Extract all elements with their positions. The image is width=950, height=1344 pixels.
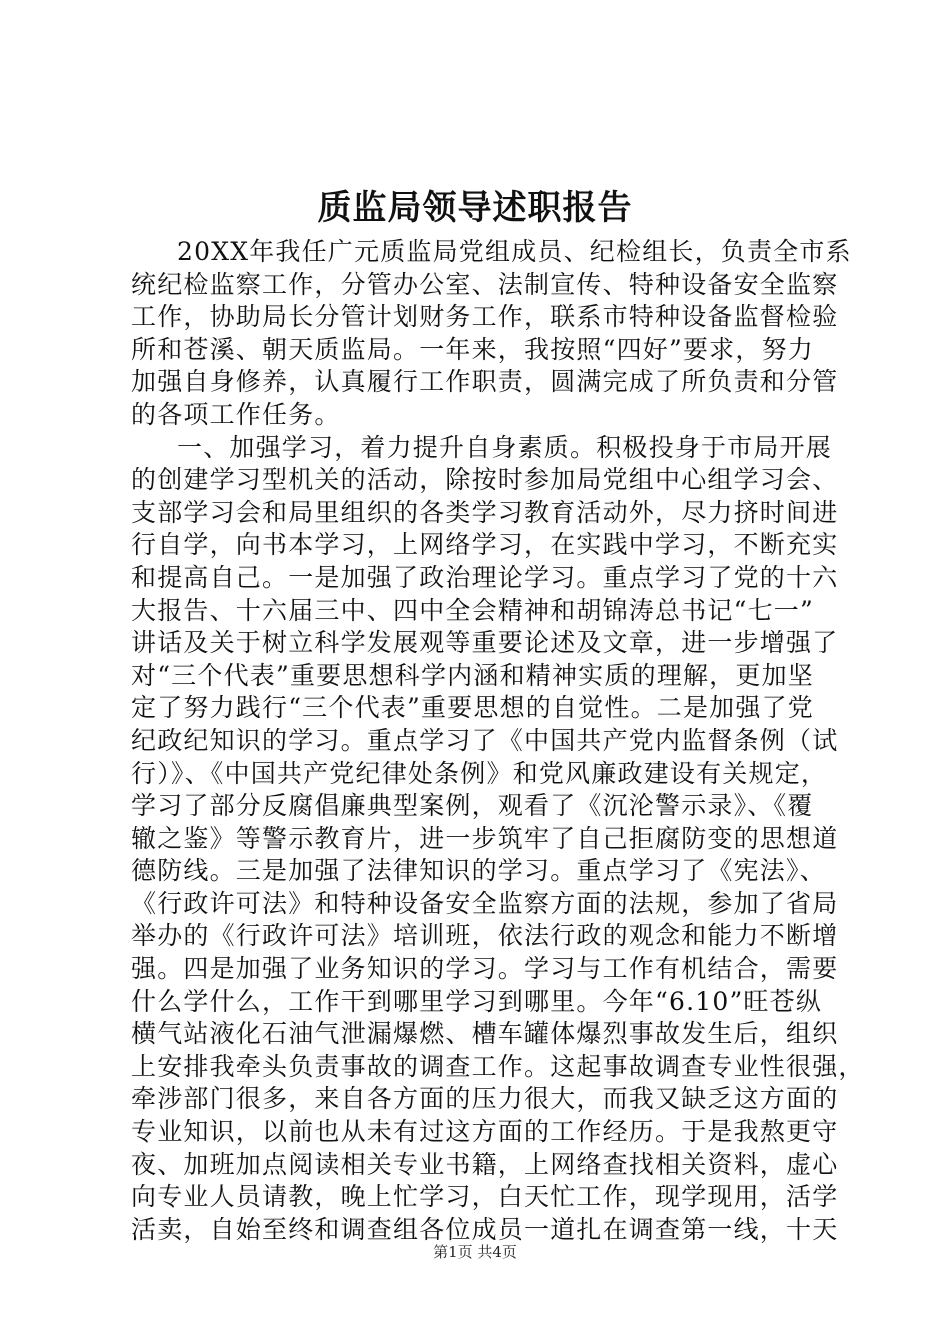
text-line: 举办的《行政许可法》培训班，依法行政的观念和能力不断增 <box>131 921 839 951</box>
text-line: 讲话及关于树立科学发展观等重要论述及文章，进一步增强了 <box>131 628 839 658</box>
text-line: 向专业人员请教，晚上忙学习，白天忙工作，现学现用，活学 <box>131 1182 839 1212</box>
text-line: 什么学什么，工作干到哪里学习到哪里。今年“6.10”旺苍纵 <box>131 986 823 1016</box>
text-line: 统纪检监察工作，分管办公室、法制宣传、特种设备安全监察 <box>131 269 839 299</box>
text-line: 辙之鉴》等警示教育片，进一步筑牢了自己拒腐防变的思想道 <box>131 823 839 853</box>
document-title: 质监局领导述职报告 <box>317 188 633 228</box>
text-line: 专业知识，以前也从未有过这方面的工作经历。于是我熬更守 <box>131 1117 839 1147</box>
text-line: 活卖，自始至终和调查组各位成员一道扎在调查第一线，十天 <box>131 1214 839 1244</box>
text-line: 牵涉部门很多，来自各方面的压力很大，而我又缺乏这方面的 <box>131 1084 839 1114</box>
text-line: 行自学，向书本学习，上网络学习，在实践中学习，不断充实 <box>131 530 839 560</box>
text-line: 上安排我牵头负责事故的调查工作。这起事故调查专业性很强， <box>131 1051 865 1081</box>
text-line: 的创建学习型机关的活动，除按时参加局党组中心组学习会、 <box>131 465 839 495</box>
text-line: 支部学习会和局里组织的各类学习教育活动外，尽力挤时间进 <box>131 497 839 527</box>
text-line: 和提高自己。一是加强了政治理论学习。重点学习了党的十六 <box>131 562 839 592</box>
document-body <box>131 236 865 1246</box>
text-line: 加强自身修养，认真履行工作职责，圆满完成了所负责和分管 <box>131 367 839 397</box>
text-line: 德防线。三是加强了法律知识的学习。重点学习了《宪法》、 <box>131 856 826 886</box>
text-line: 《行政许可法》和特种设备安全监察方面的法规，参加了省局 <box>131 888 839 918</box>
text-line: 强。四是加强了业务知识的学习。学习与工作有机结合，需要 <box>131 954 839 984</box>
text-line: 工作，协助局长分管计划财务工作，联系市特种设备监督检验 <box>131 302 839 332</box>
text-line: 所和苍溪、朝天质监局。一年来，我按照“四好”要求，努力 <box>131 334 814 364</box>
text-line: 大报告、十六届三中、四中全会精神和胡锦涛总书记“七一” <box>131 595 814 625</box>
text-line: 纪政纪知识的学习。重点学习了《中国共产党内监督条例（试 <box>131 725 839 755</box>
text-line: 横气站液化石油气泄漏爆燃、槽车罐体爆烈事故发生后，组织 <box>131 1019 839 1049</box>
text-line: 学习了部分反腐倡廉典型案例，观看了《沉沦警示录》、《覆 <box>131 791 814 821</box>
text-line: 一、加强学习，着力提升自身素质。积极投身于市局开展 <box>177 432 833 462</box>
text-line: 的各项工作任务。 <box>131 399 341 429</box>
text-line: 定了努力践行“三个代表”重要思想的自觉性。二是加强了党 <box>131 693 814 723</box>
page-number-footer: 第1页 共4页 <box>433 1243 517 1261</box>
text-line: 对“三个代表”重要思想科学内涵和精神实质的理解，更加坚 <box>131 660 814 690</box>
text-line: 夜、加班加点阅读相关专业书籍，上网络查找相关资料，虚心 <box>131 1149 839 1179</box>
text-line: 行）》、《中国共产党纪律处条例》和党风廉政建设有关规定， <box>131 758 828 788</box>
text-line: 20XX年我任广元质监局党组成员、纪检组长，负责全市系 <box>177 237 852 266</box>
